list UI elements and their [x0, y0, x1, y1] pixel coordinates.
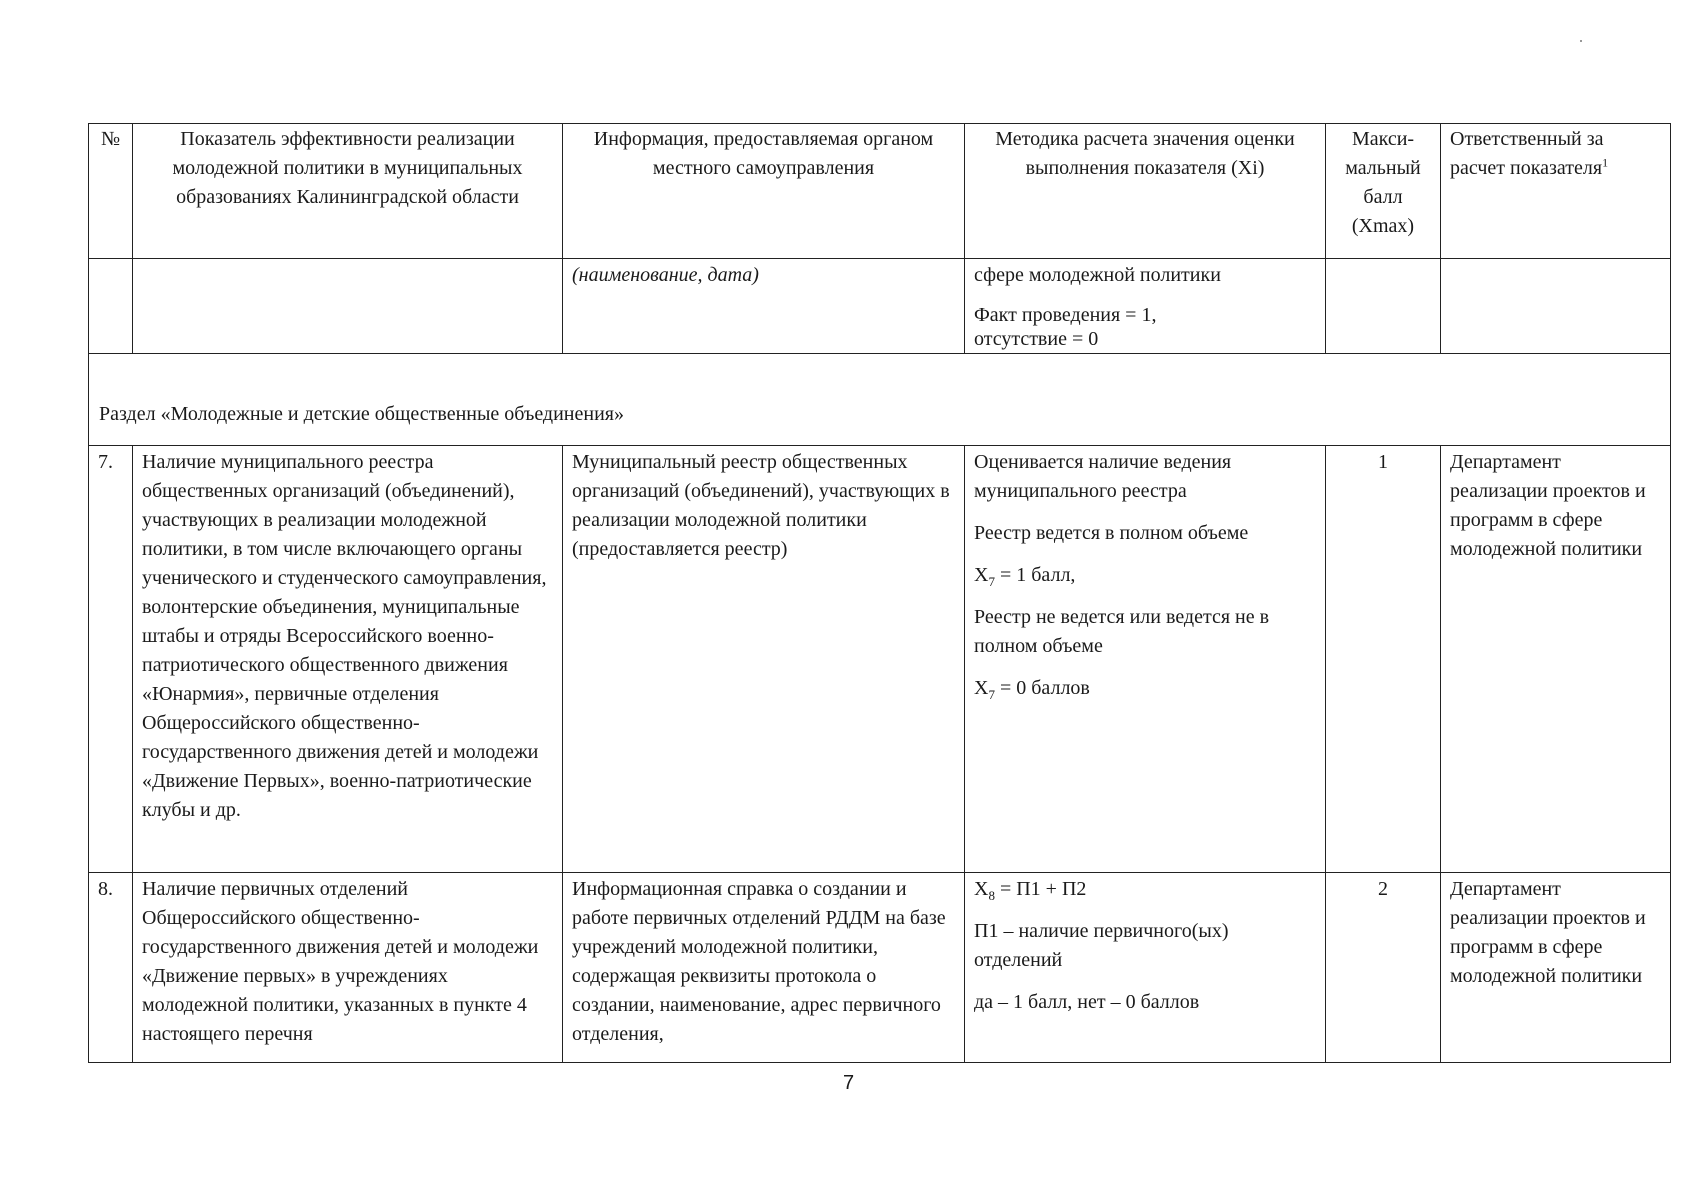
table-header-row	[89, 124, 1671, 259]
row8-info: Информационная справка о создании и работе первичных отделений РДДМ на базе учреждений молодежной политики, содержащая реквизиты протокола о создании, наименование, адрес первичного отделения,	[563, 873, 965, 1063]
footnote-marker: 1	[1602, 155, 1609, 170]
page-number: 7	[842, 1072, 855, 1094]
row7-method-p3-sub: 7	[988, 574, 995, 589]
row7-method-p5-var: X	[974, 677, 989, 699]
row8-indicator: Наличие первичных отделений Общероссийского общественно-государственного движения детей и молодежи «Движение первых» в учреждениях молодежной политики, указанных в пункте 4 настоящего перечня	[133, 873, 563, 1063]
cont-responsible	[1441, 259, 1671, 354]
row8-method-p2: П1 – наличие первичного(ых) отделений	[974, 920, 1229, 971]
row8-num: 8.	[89, 873, 133, 1063]
row7-method-p1: Оценивается наличие ведения муниципального реестра	[974, 451, 1232, 502]
row7-method-p5	[974, 674, 1316, 703]
cont-max-score	[1326, 259, 1441, 354]
header-responsible	[1441, 124, 1671, 259]
row7-method-p5-sub: 7	[988, 687, 995, 702]
header-responsible-text: Ответственный за расчет показателя	[1450, 128, 1604, 179]
row8-method-p3: да – 1 балл, нет – 0 баллов	[974, 991, 1200, 1013]
header-method: Методика расчета значения оценки выполнения показателя (Xi)	[965, 124, 1326, 259]
row7-method-p2: Реестр ведется в полном объеме	[974, 522, 1249, 544]
row7-info: Муниципальный реестр общественных организаций (объединений), участвующих в реализации молодежной политики (предоставляется реестр)	[563, 446, 965, 873]
cont-indicator	[133, 259, 563, 354]
header-info: Информация, предоставляемая органом местного самоуправления	[563, 124, 965, 259]
row8-method-p1-sub: 8	[988, 888, 995, 903]
row7-responsible: Департамент реализации проектов и программ в сфере молодежной политики	[1441, 446, 1671, 873]
indicators-table	[88, 123, 1671, 1063]
row7-method-p4: Реестр не ведется или ведется не в полном объеме	[974, 606, 1270, 657]
row7-method	[965, 446, 1326, 873]
cont-method-line3: отсутствие = 0	[974, 328, 1099, 350]
cont-num	[89, 259, 133, 354]
row7-method-p3-var: X	[974, 564, 989, 586]
scan-speck	[1580, 40, 1582, 42]
section-row	[89, 354, 1671, 446]
header-num: №	[89, 124, 133, 259]
header-max-score	[1326, 124, 1441, 259]
row8-method-p1-var: X	[974, 878, 989, 900]
row8-responsible: Департамент реализации проектов и программ в сфере молодежной политики	[1441, 873, 1671, 1063]
header-max-score-text: Макси-мальный балл (Xmax)	[1345, 128, 1421, 237]
row8-method-p1	[974, 875, 1316, 904]
row8-max-score: 2	[1326, 873, 1441, 1063]
row7-method-p3-value: = 1 балл,	[994, 564, 1076, 586]
row7-method-p3	[974, 561, 1316, 590]
row7-indicator: Наличие муниципального реестра общественных организаций (объединений), участвующих в реализации молодежной политики, в том числе включающего органы ученического и студенческого самоуправления, волонтерские объединения, муниципальные штабы и отряды Всероссийского военно-патриотического общественного движения «Юнармия», первичные отделения Общероссийского общественно-государственного движения детей и молодежи «Движение Первых», военно-патриотические клубы и др.	[133, 446, 563, 873]
row7-max-score: 1	[1326, 446, 1441, 873]
row7-num: 7.	[89, 446, 133, 873]
cont-method-line2: Факт проведения = 1,	[974, 304, 1157, 326]
row8-method	[965, 873, 1326, 1063]
section-title: Раздел «Молодежные и детские общественные объединения»	[89, 354, 1671, 446]
row8-method-p1-formula: = П1 + П2	[994, 878, 1087, 900]
cont-method	[965, 259, 1326, 354]
cont-info: (наименование, дата)	[563, 259, 965, 354]
header-indicator: Показатель эффективности реализации молодежной политики в муниципальных образованиях Калининградской области	[133, 124, 563, 259]
cont-method-line1: сфере молодежной политики	[974, 264, 1221, 286]
table-row-7	[89, 446, 1671, 873]
table-row-continuation	[89, 259, 1671, 354]
row7-method-p5-value: = 0 баллов	[994, 677, 1090, 699]
table-row-8	[89, 873, 1671, 1063]
